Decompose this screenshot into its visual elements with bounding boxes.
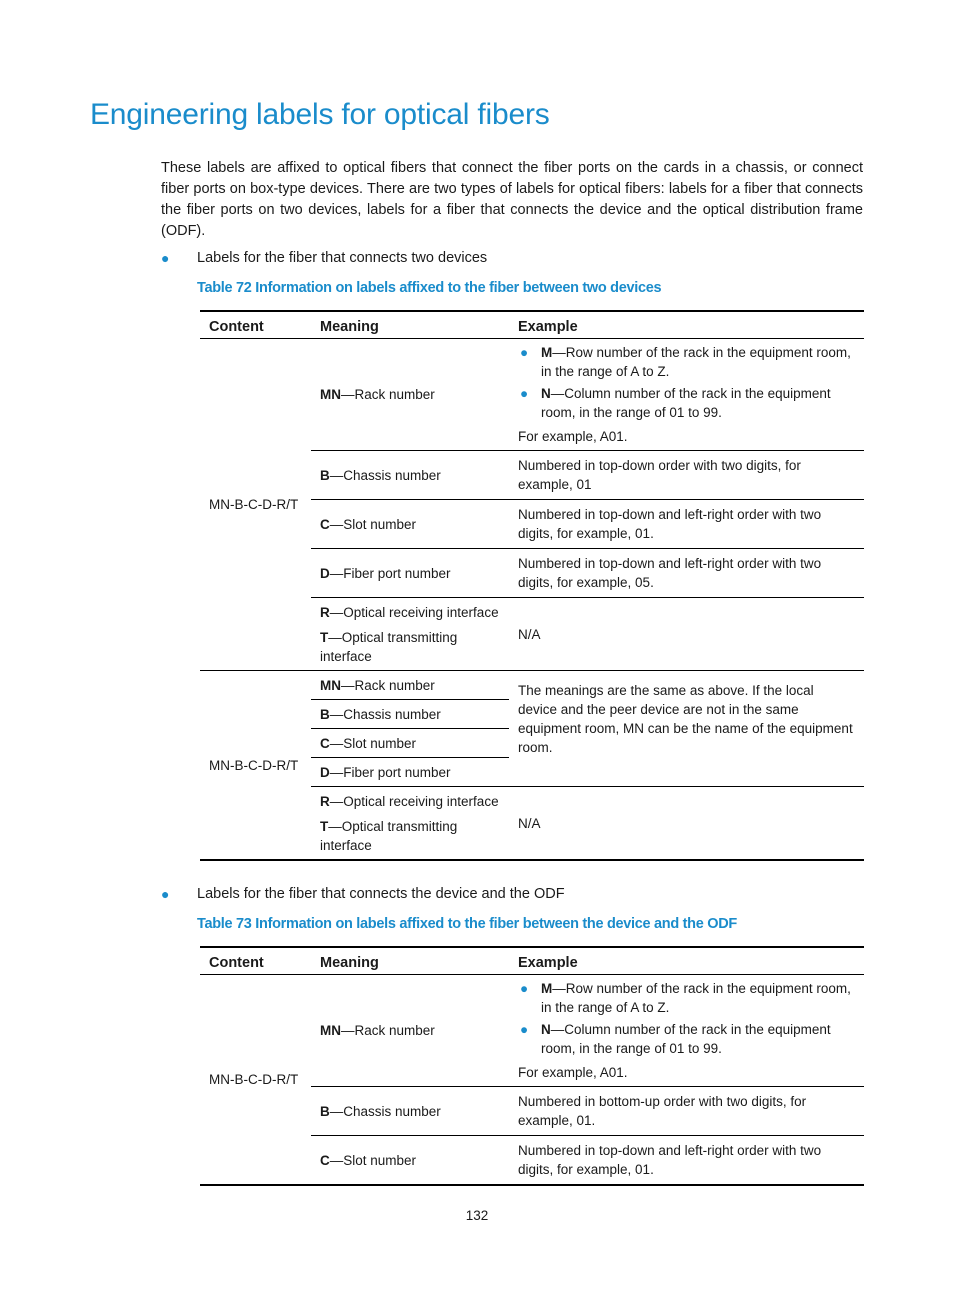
list-item: ● M—Row number of the rack in the equipment room, in the range of A to Z. [520, 981, 851, 1015]
meaning-cell: B—Chassis number [311, 451, 509, 500]
example-list [518, 343, 855, 422]
table-73-caption: Table 73 Information on labels affixed to the fiber between the device and the ODF [197, 916, 737, 932]
meaning-cell: C—Slot number [311, 500, 509, 549]
example-cell [509, 339, 864, 451]
table-header-row [200, 311, 864, 339]
bullet-text: Labels for the fiber that connects the device and the ODF [197, 886, 565, 902]
example-cell: Numbered in top-down and left-right order with two digits, for example, 01. [509, 1136, 864, 1186]
meaning-cell: C—Slot number [311, 729, 509, 758]
bullet-dot-icon: ● [520, 386, 529, 401]
intro-paragraph: These labels are affixed to optical fibers that connect the fiber ports on the cards in a chassis, or connect fiber ports on box-type devices. There are two types of labels for optical fibers: labels for a fiber that connects the fiber ports on two devices, labels for a fiber that connects the device and the optical distribution frame (ODF). [161, 160, 863, 239]
bullet-dot-icon: ● [161, 886, 170, 902]
list-item: ● M—Row number of the rack in the equipment room, in the range of A to Z. [520, 345, 851, 379]
bullet-text: Labels for the fiber that connects two devices [197, 250, 488, 266]
header-meaning: Meaning [311, 311, 509, 339]
example-cell: N/A [509, 787, 864, 861]
meaning-cell: D—Fiber port number [311, 549, 509, 598]
table-72 [200, 310, 864, 861]
bullet-dot-icon: ● [161, 250, 170, 266]
meaning-cell: R—Optical receiving interface T—Optical transmitting interface [311, 598, 509, 671]
meaning-cell: B—Chassis number [311, 1087, 509, 1136]
bullet-dot-icon: ● [520, 981, 529, 996]
header-content: Content [200, 947, 311, 975]
list-item: ● N—Column number of the rack in the equipment room, in the range of 01 to 99. [520, 1022, 831, 1056]
example-cell: Numbered in bottom-up order with two digits, for example, 01. [509, 1087, 864, 1136]
header-example: Example [509, 947, 864, 975]
example-cell: N/A [509, 598, 864, 671]
meaning-cell: B—Chassis number [311, 700, 509, 729]
page-number: 132 [465, 1208, 489, 1223]
meaning-cell: MN—Rack number [311, 975, 509, 1087]
table-header-row [200, 947, 864, 975]
example-note: For example, A01. [518, 1065, 628, 1080]
meaning-cell: R—Optical receiving interface T—Optical transmitting interface [311, 787, 509, 861]
page-title: Engineering labels for optical fibers [90, 98, 550, 131]
example-cell: The meanings are the same as above. If the local device and the peer device are not in the same equipment room, MN can be the name of the equipment room. [509, 671, 864, 787]
content-cell: MN-B-C-D-R/T [200, 339, 311, 671]
example-cell: Numbered in top-down and left-right order with two digits, for example, 01. [509, 500, 864, 549]
table-73 [200, 946, 864, 1186]
table-row [200, 339, 864, 451]
header-example: Example [509, 311, 864, 339]
table-row [200, 671, 864, 700]
meaning-cell: C—Slot number [311, 1136, 509, 1186]
example-cell [509, 975, 864, 1087]
example-note: For example, A01. [518, 429, 628, 444]
table-72-caption: Table 72 Information on labels affixed to the fiber between two devices [197, 280, 662, 296]
content-cell: MN-B-C-D-R/T [200, 975, 311, 1186]
list-item: ● N—Column number of the rack in the equipment room, in the range of 01 to 99. [520, 386, 831, 420]
example-list [518, 979, 855, 1058]
content-cell: MN-B-C-D-R/T [200, 671, 311, 861]
example-cell: Numbered in top-down and left-right order with two digits, for example, 05. [509, 549, 864, 598]
header-meaning: Meaning [311, 947, 509, 975]
bullet-dot-icon: ● [520, 345, 529, 360]
meaning-cell: MN—Rack number [311, 339, 509, 451]
meaning-cell: MN—Rack number [311, 671, 509, 700]
table-row [200, 975, 864, 1087]
header-content: Content [200, 311, 311, 339]
meaning-cell: D—Fiber port number [311, 758, 509, 787]
example-cell: Numbered in top-down order with two digits, for example, 01 [509, 451, 864, 500]
bullet-dot-icon: ● [520, 1022, 529, 1037]
